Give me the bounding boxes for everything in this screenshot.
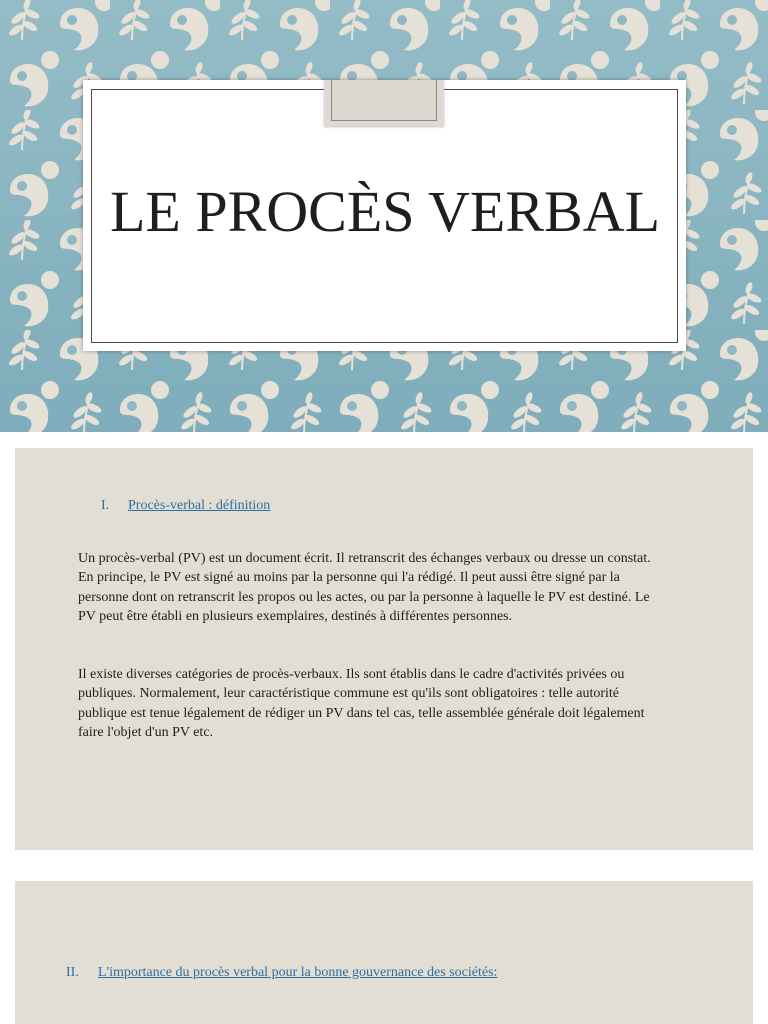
heading-number: II. — [66, 965, 79, 980]
section-heading-importance — [66, 965, 497, 981]
importance-link[interactable]: L'importance du procès verbal pour la bonne gouvernance des sociétés: — [98, 965, 498, 980]
heading-number: I. — [101, 498, 110, 513]
definition-paragraph-1: Un procès-verbal (PV) est un document écrit. Il retranscrit des échanges verbaux ou dresse un constat. En principe, le PV est signé au moins par la personne qui l'a rédigé. Il peut aussi être signé par la personne dont on retranscrit les propos ou les actes, ou par la personne à laquelle le PV est destiné. Le PV peut être établi en plusieurs exemplaires, destinés à différentes personnes. — [78, 551, 651, 624]
title-tab-inner — [331, 80, 437, 121]
slide-title: LE PROCÈS VERBAL — [110, 179, 661, 244]
section-heading-definition — [101, 498, 270, 514]
definition-link[interactable]: Procès-verbal : définition — [128, 498, 271, 513]
title-tab — [324, 80, 444, 126]
definition-slide — [15, 448, 753, 850]
title-slide — [0, 0, 768, 432]
definition-paragraph-2: Il existe diverses catégories de procès-verbaux. Ils sont établis dans le cadre d'activités privées ou publiques. Normalement, leur caractéristique commune est qu'ils sont obligatoires : telle autorité publique est tenue légalement de rédiger un PV dans tel cas, telle assemblée générale doit légalement faire l'objet d'un PV etc. — [78, 667, 645, 740]
importance-slide — [15, 881, 753, 1024]
